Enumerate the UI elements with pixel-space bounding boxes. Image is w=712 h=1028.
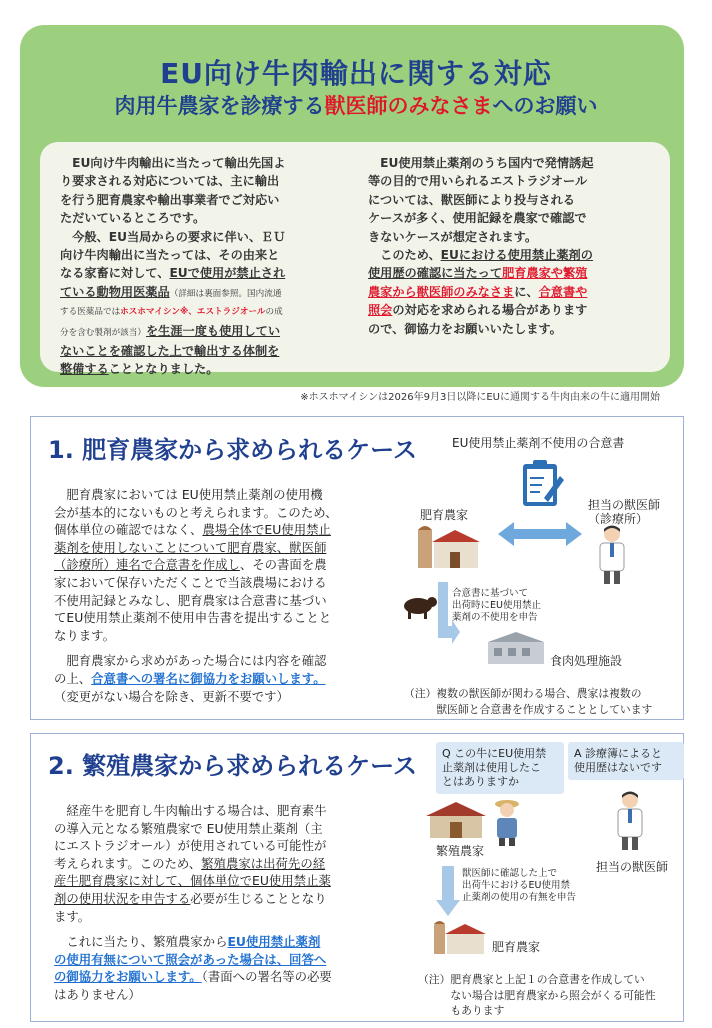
question-bubble: Q この牛にEU使用禁 止薬剤は使用したこ とはありますか	[436, 742, 564, 794]
vet-label-3: 担当の獣医師	[596, 860, 669, 874]
farmer-person-icon	[492, 798, 522, 846]
vet-label-2: （診療所）	[588, 512, 649, 526]
section-2-title: 2. 繁殖農家から求められるケース	[48, 752, 417, 780]
answer-bubble: A 診療簿によると 使用歴はないです	[568, 742, 684, 780]
down-arrow-icon	[436, 866, 460, 916]
barn-icon	[424, 800, 488, 840]
section-1-note: （注）複数の獣医師が関わる場合、農家は複数の 獣医師と合意書を作成することとしています	[404, 687, 653, 716]
vet-icon-2	[614, 790, 646, 852]
agreement-label: EU使用禁止薬剤不使用の合意書	[452, 436, 625, 450]
section-1-title: 1. 肥育農家から求められるケース	[48, 436, 417, 464]
double-arrow-icon	[498, 522, 582, 546]
breeder-label: 繁殖農家	[436, 844, 485, 858]
section-2-note: （注）肥育農家と上記１の合意書を作成してい ない場合は肥育農家から照会がくる可能性 もあります	[418, 973, 656, 1017]
meat-plant-icon	[486, 628, 546, 666]
cow-icon	[400, 594, 438, 620]
fattening-label: 肥育農家	[492, 940, 541, 954]
vet-icon	[596, 524, 628, 586]
intro-left-column: EU向け牛肉輸出に当たって輸出先国よ り要求される対応については、主に輸出 を行う肥育農家や輸出事業者でご対応い ただいているところです。 今般、EU当局からの要求に伴い、ＥＵ 向け牛肉輸出に当たっては、その由来と なる家畜に対して、EUで使用が禁止され ている動物用医薬品（詳細は裏面参照。国内流通 する医薬品ではホスホマイシン※、エストラジオールの成 分を含む製剤が該当）を生涯一度も使用してい ないことを確認した上で輸出する体制を 整備することとなりました。	[60, 156, 286, 377]
section-2-text: 経産牛を肥育し牛肉輸出する場合は、肥育素牛 の導入元となる繁殖農家で EU使用禁止薬剤（主 にエストラジオール）が使用されている可能性が 考えられます。このため、繁殖農家は出荷先の経 産牛肥育農家に対して、個体単位でEU使用禁止薬 剤の使用状況を申告する必要が生じることとなり ます。 これに当たり、繁殖農家からEU使用禁止薬剤 の使用有無について照会があった場合は、回答へ の御協力をお願いします。（書面への署名等の必要 はありません）	[54, 803, 332, 1002]
farm-building-icon-2	[432, 918, 486, 954]
farm-building-icon	[414, 522, 480, 570]
page-subtitle: 肉用牛農家を診療する獣医師のみなさまへのお願い	[114, 94, 598, 118]
flow-note: 合意書に基づいて 出荷時にEU使用禁止 薬剤の不使用を申告	[452, 588, 541, 623]
intro-right-column: EU使用禁止薬剤のうち国内で発情誘起 等の目的で用いられるエストラジオール については、獣医師により投与される ケースが多く、使用記録を農家で確認で きないケースが想定されます。 このため、EUにおける使用禁止薬剤の 使用歴の確認に当たって肥育農家や繁殖 農家から獣医師のみなさまに、合意書や 照会の対応を求められる場合があります ので、御協力をお願いいたします。	[368, 156, 594, 336]
vet-label-1: 担当の獣医師	[588, 498, 661, 512]
section-1-text: 肥育農家においては EU使用禁止薬剤の使用機 会が基本的にないものと考えられます。このため、 個体単位の確認ではなく、農場全体でEU使用禁止 薬剤を使用しないことについて肥育農家、獣医師 （診療所）連名で合意書を作成し、その書面を農 家において保存いただくことで当該農場における 不使用記録とみなし、肥育農家は合意書に基づい てEU使用禁止薬剤不使用申告書を提出することと なります。 肥育農家から求めがあった場合には内容を確認 の上、合意書への署名に御協力をお願いします。 （変更がない場合を除き、更新不要です）	[54, 487, 338, 704]
flow-note-2: 獣医師に確認した上で 出荷牛におけるEU使用禁 止薬剤の使用の有無を申告	[462, 868, 577, 903]
page-title: EU向け牛肉輸出に関する対応	[160, 57, 552, 90]
clipboard-icon	[520, 458, 566, 510]
footnote: ※ホスホマイシンは2026年9月3日以降にEUに通関する牛肉由来の牛に適用開始	[300, 392, 660, 403]
plant-label: 食肉処理施設	[550, 654, 623, 668]
farmer-label: 肥育農家	[420, 508, 469, 522]
